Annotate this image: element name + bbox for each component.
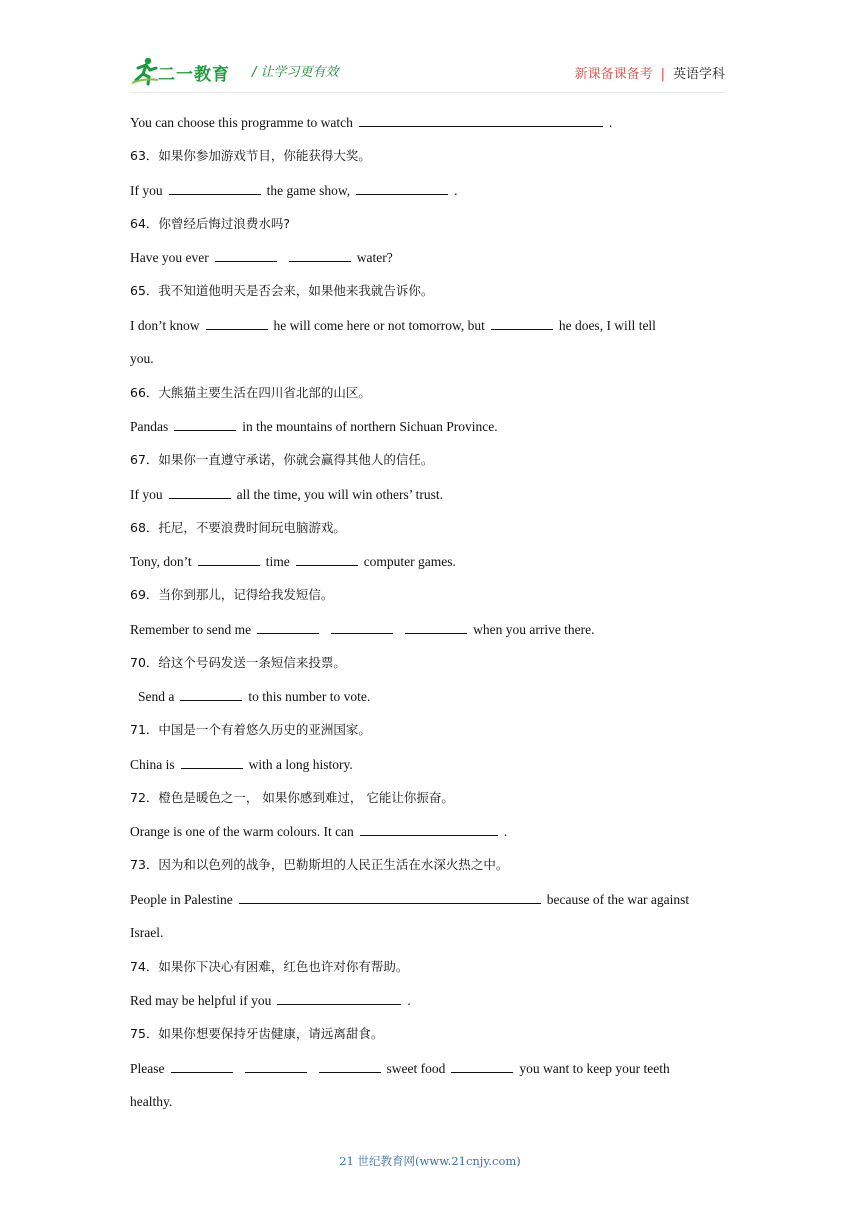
slogan: / 让学习更有效 (252, 65, 339, 80)
sentence-67-english: If you all the time, you will win others’ trust. (130, 484, 443, 505)
answer-blank[interactable] (239, 889, 541, 904)
answer-blank[interactable] (181, 754, 243, 769)
question-71: 71．中国是一个有着悠久历史的亚洲国家。 (130, 722, 371, 737)
sentence-65-english: I don’t know he will come here or not tomorrow, but he does, I will tell (130, 315, 656, 336)
header-subject (575, 63, 725, 82)
answer-blank[interactable] (491, 315, 553, 330)
sentence-68-english: Tony, don’t time computer games. (130, 551, 456, 572)
sentence-66-english: Pandas in the mountains of northern Sichuan Province. (130, 416, 498, 437)
header-divider (130, 92, 725, 93)
question-67: 67．如果你一直遵守承诺，你就会赢得其他人的信任。 (130, 452, 434, 467)
header-course-label: 新课备课备考 (574, 67, 653, 82)
question-73: 73．因为和以色列的战争，巴勒斯坦的人民正生活在水深火热之中。 (130, 857, 509, 872)
answer-blank[interactable] (405, 619, 467, 634)
question-66: 66．大熊猫主要生活在四川省北部的山区。 (130, 385, 371, 400)
sentence-71-english: China is with a long history. (130, 754, 353, 775)
answer-blank[interactable] (331, 619, 393, 634)
sentence-74-english: Red may be helpful if you . (130, 990, 411, 1011)
sentence-75-english-cont: healthy. (130, 1094, 173, 1109)
answer-blank[interactable] (180, 686, 242, 701)
answer-blank[interactable] (245, 1058, 307, 1073)
question-72: 72．橙色是暖色之一， 如果你感到难过， 它能让你振奋。 (130, 790, 454, 805)
question-63: 63．如果你参加游戏节目，你能获得大奖。 (130, 148, 371, 163)
answer-blank[interactable] (257, 619, 319, 634)
question-75: 75．如果你想要保持牙齿健康，请远离甜食。 (130, 1026, 384, 1041)
header-separator: | (660, 67, 665, 82)
question-69: 69．当你到那儿，记得给我发短信。 (130, 587, 334, 602)
answer-blank[interactable] (451, 1058, 513, 1073)
answer-blank[interactable] (174, 416, 236, 431)
question-70: 70．给这个号码发送一条短信来投票。 (130, 655, 346, 670)
page-header (130, 50, 725, 92)
answer-blank[interactable] (296, 551, 358, 566)
sentence-73-english: People in Palestine because of the war against (130, 889, 689, 910)
question-65: 65．我不知道他明天是否会来，如果他来我就告诉你。 (130, 283, 434, 298)
logo (130, 56, 250, 86)
answer-blank[interactable] (360, 821, 498, 836)
logo-text: 二一教育 (158, 65, 230, 85)
sentence-63-english: If you the game show, . (130, 180, 457, 201)
answer-blank[interactable] (277, 990, 401, 1005)
sentence-73-english-cont: Israel. (130, 925, 164, 940)
answer-blank[interactable] (359, 112, 603, 127)
answer-blank[interactable] (356, 180, 448, 195)
sentence-72-english: Orange is one of the warm colours. It can . (130, 821, 507, 842)
question-68: 68．托尼，不要浪费时间玩电脑游戏。 (130, 520, 346, 535)
sentence-69-english: Remember to send me when you arrive there. (130, 619, 595, 640)
answer-blank[interactable] (198, 551, 260, 566)
answer-blank[interactable] (169, 484, 231, 499)
sentence-65-english-cont: you. (130, 351, 154, 366)
question-64: 64．你曾经后悔过浪费水吗? (130, 216, 291, 231)
answer-blank[interactable] (289, 247, 351, 262)
runner-logo-icon (130, 56, 160, 86)
page-footer: 21 世纪教育网(www.21cnjy.com) (339, 1154, 521, 1168)
sentence-75-english: Please sweet food you want to keep your teeth (130, 1058, 670, 1079)
header-subject-label: 英语学科 (672, 67, 725, 82)
answer-blank[interactable] (215, 247, 277, 262)
answer-blank[interactable] (206, 315, 268, 330)
answer-blank[interactable] (169, 180, 261, 195)
sentence-64-english: Have you ever water? (130, 247, 393, 268)
sentence-62-english: You can choose this programme to watch . (130, 112, 612, 133)
answer-blank[interactable] (171, 1058, 233, 1073)
question-74: 74．如果你下决心有困难，红色也许对你有帮助。 (130, 959, 409, 974)
answer-blank[interactable] (319, 1058, 381, 1073)
sentence-70-english: Send a to this number to vote. (138, 686, 370, 707)
